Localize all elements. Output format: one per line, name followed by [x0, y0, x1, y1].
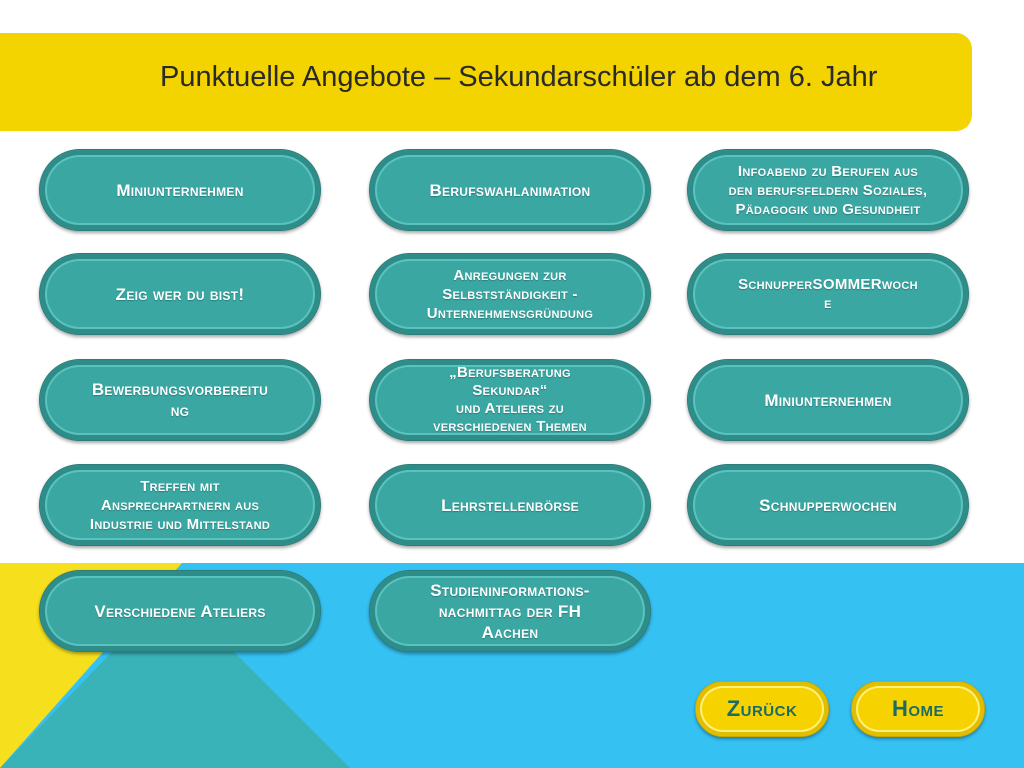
- offer-button-miniunternehmen-2[interactable]: [687, 359, 969, 441]
- offer-label: Berufswahlanimation: [429, 180, 591, 200]
- home-button[interactable]: [851, 681, 985, 737]
- offer-button-schnuppersommerwoche[interactable]: [687, 253, 969, 335]
- offer-label: Miniunternehmen: [764, 390, 892, 410]
- offer-label: Infoabend zu Berufen aus den berufsfeldern Soziales, Pädagogik und Gesundheit: [728, 162, 928, 218]
- offer-button-studieninformationsnachmittag[interactable]: [369, 570, 651, 652]
- offer-button-miniunternehmen[interactable]: [39, 149, 321, 231]
- offer-button-zeig-wer-du-bist[interactable]: [39, 253, 321, 335]
- offer-label: Miniunternehmen: [116, 180, 244, 200]
- offer-label: Schnupperwochen: [759, 495, 897, 515]
- offer-button-infoabend-berufe[interactable]: [687, 149, 969, 231]
- offer-label: SchnupperSOMMERwoch e: [738, 276, 918, 312]
- offer-label: Anregungen zur Selbstständigkeit - Unternehmensgründung: [426, 266, 594, 322]
- offer-label: Bewerbungsvorbereitu ng: [91, 380, 269, 420]
- offer-label: „Berufsberatung Sekundar“ und Ateliers zu verschiedenen Themen: [433, 364, 587, 435]
- offer-button-anregungen-selbststaendigkeit[interactable]: [369, 253, 651, 335]
- offer-label: Zeig wer du bist!: [115, 284, 245, 304]
- offer-label: Verschiedene Ateliers: [94, 601, 266, 621]
- offer-button-bewerbungsvorbereitung[interactable]: [39, 359, 321, 441]
- home-button-label: Home: [891, 696, 945, 721]
- title-banner: [0, 33, 972, 131]
- offer-button-schnupperwochen[interactable]: [687, 464, 969, 546]
- offer-button-lehrstellenboerse[interactable]: [369, 464, 651, 546]
- offer-button-treffen-mit-ansprechpartnern[interactable]: [39, 464, 321, 546]
- back-button-label: Zurück: [726, 696, 798, 721]
- page-title: Punktuelle Angebote – Sekundarschüler ab dem 6. Jahr: [160, 61, 878, 93]
- offer-button-berufswahlanimation[interactable]: [369, 149, 651, 231]
- back-button[interactable]: [695, 681, 829, 737]
- offer-button-verschiedene-ateliers[interactable]: [39, 570, 321, 652]
- offer-label: Lehrstellenbörse: [441, 495, 579, 515]
- offer-button-berufsberatung-sekundar[interactable]: [369, 359, 651, 441]
- offer-label: Studieninformations- nachmittag der FH Aachen: [430, 580, 590, 642]
- offer-label: Treffen mit Ansprechpartnern aus Industrie und Mittelstand: [89, 477, 271, 533]
